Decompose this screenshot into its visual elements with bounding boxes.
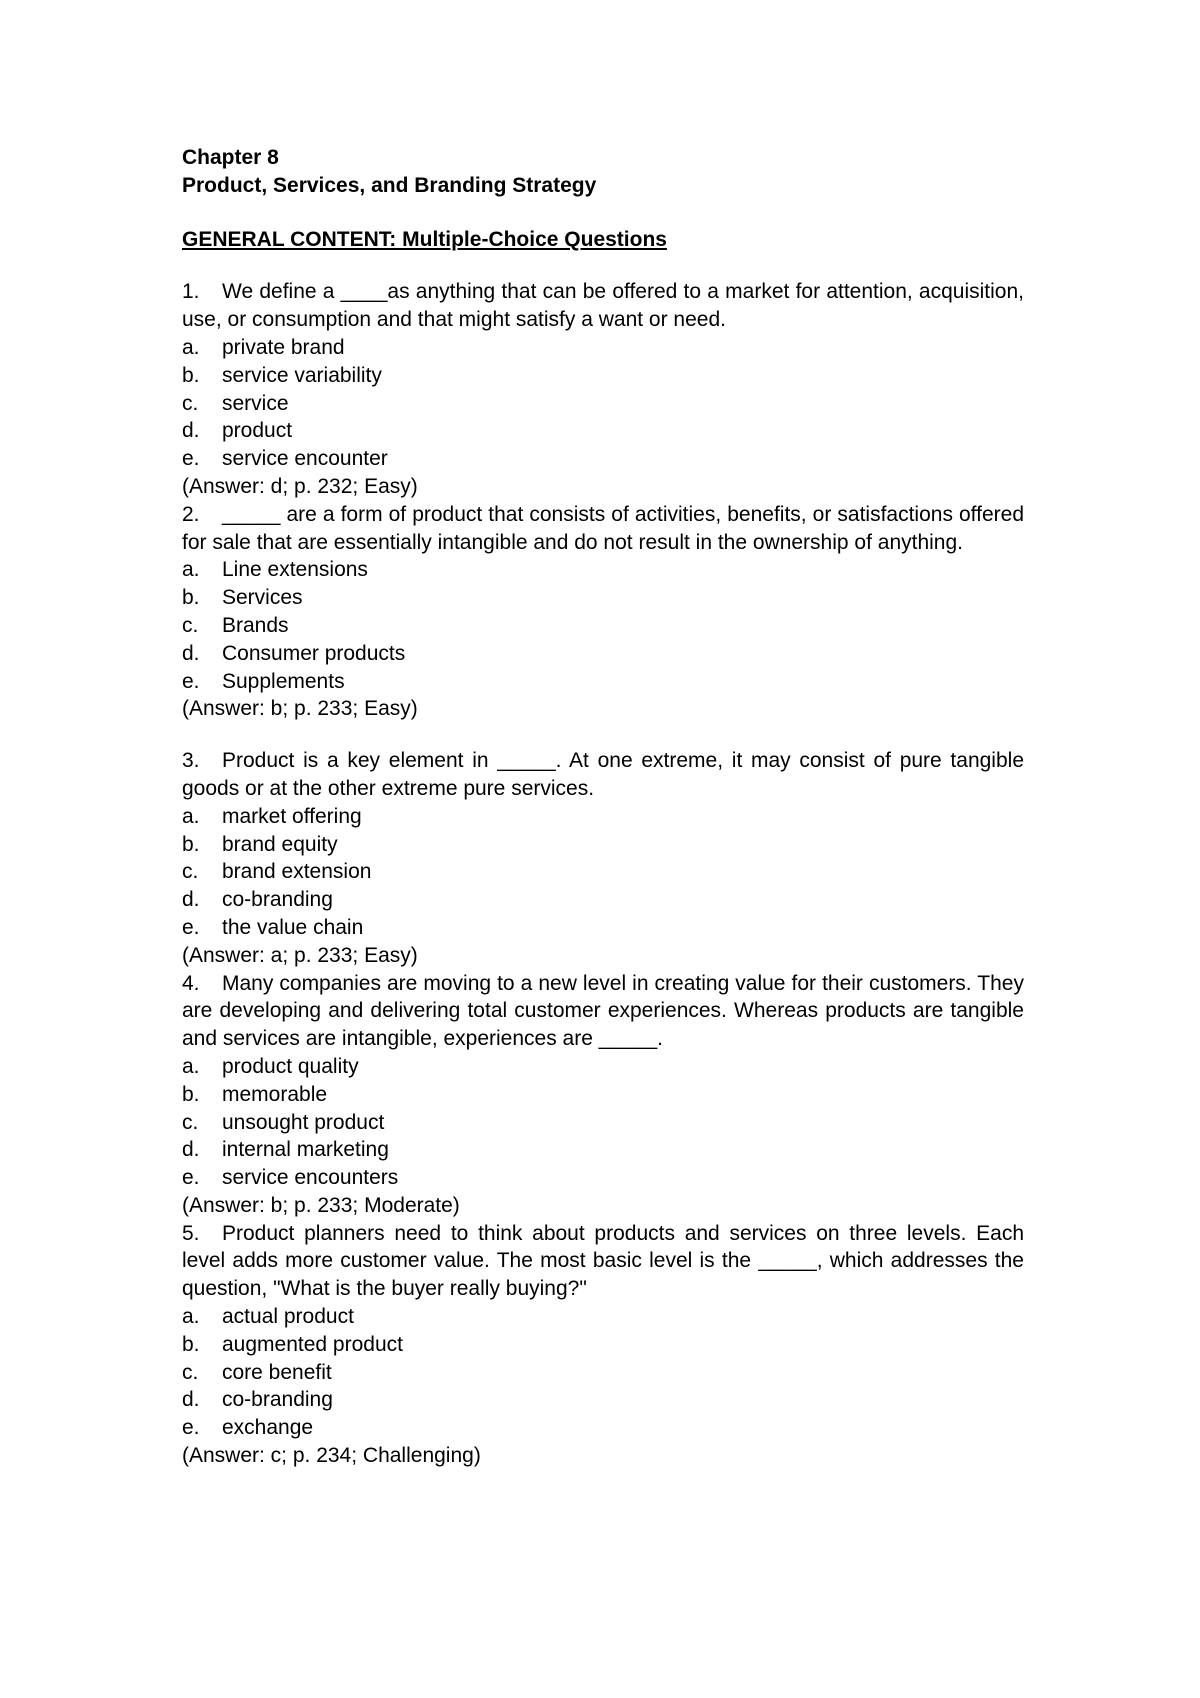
option-letter: e. xyxy=(182,669,200,693)
question-1-answer: (Answer: d; p. 232; Easy) xyxy=(182,474,418,498)
option-text: Services xyxy=(222,586,303,610)
option-text: exchange xyxy=(222,1416,314,1440)
question-1-stem xyxy=(182,278,1030,334)
option-letter: a. xyxy=(182,558,200,582)
question-4-number: 4. xyxy=(182,971,200,995)
question-4 xyxy=(182,970,1030,1220)
option-letter: b. xyxy=(182,1332,200,1356)
question-1-option-a xyxy=(182,334,1024,362)
question-2-option-b xyxy=(182,584,1024,612)
question-5-option-e xyxy=(182,1414,1024,1442)
chapter-label: Chapter 8 xyxy=(182,146,279,169)
option-letter: d. xyxy=(182,888,200,912)
option-text: co-branding xyxy=(222,1388,333,1412)
option-text: service encounter xyxy=(222,447,388,471)
option-letter: d. xyxy=(182,419,200,443)
question-2-answer: (Answer: b; p. 233; Easy) xyxy=(182,697,418,721)
question-5-text: Product planners need to think about products and services on three levels. Each level adds more customer value. The most basic level is the _____, which addresses the question, "What is the buyer really buying?" xyxy=(182,1221,1030,1301)
question-3-option-e xyxy=(182,914,1024,942)
question-5-number: 5. xyxy=(182,1221,200,1245)
option-text: service xyxy=(222,391,289,415)
section-heading: GENERAL CONTENT: Multiple-Choice Questions xyxy=(182,227,667,251)
question-3-option-b xyxy=(182,831,1024,859)
question-5-option-c xyxy=(182,1359,1024,1387)
option-text: internal marketing xyxy=(222,1138,389,1162)
option-text: co-branding xyxy=(222,888,333,912)
option-letter: c. xyxy=(182,391,199,415)
option-letter: a. xyxy=(182,1305,200,1329)
question-1-number: 1. xyxy=(182,280,200,304)
question-2-number: 2. xyxy=(182,502,200,526)
question-2-text: _____ are a form of product that consists of activities, benefits, or satisfactions offered for sale that are essentially intangible and do not result in the ownership of anything. xyxy=(182,502,1030,554)
option-text: private brand xyxy=(222,335,345,359)
option-text: Brands xyxy=(222,613,289,637)
option-text: product xyxy=(222,419,293,443)
option-letter: b. xyxy=(182,586,200,610)
question-4-option-b xyxy=(182,1081,1024,1109)
question-1-text: We define a ____as anything that can be offered to a market for attention, acquisition, use, or consumption and that might satisfy a want or need. xyxy=(182,280,1030,332)
question-4-option-a xyxy=(182,1053,1024,1081)
option-letter: c. xyxy=(182,860,199,884)
question-2-option-a xyxy=(182,556,1024,584)
option-text: Supplements xyxy=(222,669,345,693)
question-4-option-c xyxy=(182,1109,1024,1137)
chapter-title: Product, Services, and Branding Strategy xyxy=(182,173,597,197)
option-letter: c. xyxy=(182,613,199,637)
question-5-option-d xyxy=(182,1386,1024,1414)
question-2-stem xyxy=(182,501,1030,557)
option-text: memorable xyxy=(222,1082,328,1106)
option-letter: b. xyxy=(182,363,200,387)
option-text: the value chain xyxy=(222,915,364,939)
option-letter: a. xyxy=(182,1054,200,1078)
question-4-stem xyxy=(182,970,1030,1053)
question-4-text: Many companies are moving to a new level in creating value for their customers. They are developing and delivering total customer experiences. Whereas products are tangible and services are intangible, experiences are _____. xyxy=(182,971,1030,1051)
question-2-option-d xyxy=(182,640,1024,668)
option-text: service encounters xyxy=(222,1166,399,1190)
option-letter: d. xyxy=(182,641,200,665)
option-text: Line extensions xyxy=(222,558,368,582)
question-1-option-e xyxy=(182,445,1024,473)
option-letter: c. xyxy=(182,1360,199,1384)
question-4-answer: (Answer: b; p. 233; Moderate) xyxy=(182,1193,460,1217)
option-letter: d. xyxy=(182,1388,200,1412)
option-letter: e. xyxy=(182,447,200,471)
question-4-option-e xyxy=(182,1164,1024,1192)
question-1-option-c xyxy=(182,390,1024,418)
question-3-stem xyxy=(182,747,1030,803)
question-1-option-b xyxy=(182,362,1024,390)
question-5-option-a xyxy=(182,1303,1024,1331)
question-5-stem xyxy=(182,1220,1030,1303)
question-3-option-d xyxy=(182,886,1024,914)
option-letter: c. xyxy=(182,1110,199,1134)
question-2-option-e xyxy=(182,668,1024,696)
question-5-answer: (Answer: c; p. 234; Challenging) xyxy=(182,1444,481,1468)
option-letter: a. xyxy=(182,804,200,828)
option-letter: b. xyxy=(182,1082,200,1106)
option-text: augmented product xyxy=(222,1332,403,1356)
option-letter: e. xyxy=(182,915,200,939)
option-text: product quality xyxy=(222,1054,359,1078)
question-3-text: Product is a key element in _____. At one extreme, it may consist of pure tangible goods or at the other extreme pure services. xyxy=(182,749,1030,800)
option-letter: e. xyxy=(182,1416,200,1440)
question-1 xyxy=(182,278,1030,500)
question-2-option-c xyxy=(182,612,1024,640)
option-text: brand extension xyxy=(222,860,372,884)
question-3-option-a xyxy=(182,803,1024,831)
question-4-option-d xyxy=(182,1136,1024,1164)
option-text: Consumer products xyxy=(222,641,406,665)
option-text: unsought product xyxy=(222,1110,385,1134)
question-3 xyxy=(182,747,1030,969)
question-2 xyxy=(182,501,1030,723)
option-letter: b. xyxy=(182,832,200,856)
option-letter: a. xyxy=(182,335,200,359)
option-text: brand equity xyxy=(222,832,338,856)
option-text: actual product xyxy=(222,1305,354,1329)
option-letter: d. xyxy=(182,1138,200,1162)
question-1-option-d xyxy=(182,417,1024,445)
question-5 xyxy=(182,1220,1030,1470)
question-3-number: 3. xyxy=(182,749,200,773)
option-text: core benefit xyxy=(222,1360,332,1384)
option-letter: e. xyxy=(182,1166,200,1190)
option-text: service variability xyxy=(222,363,382,387)
question-3-answer: (Answer: a; p. 233; Easy) xyxy=(182,943,418,967)
question-3-option-c xyxy=(182,858,1024,886)
question-5-option-b xyxy=(182,1331,1024,1359)
option-text: market offering xyxy=(222,804,362,828)
document-content xyxy=(182,144,1030,1470)
